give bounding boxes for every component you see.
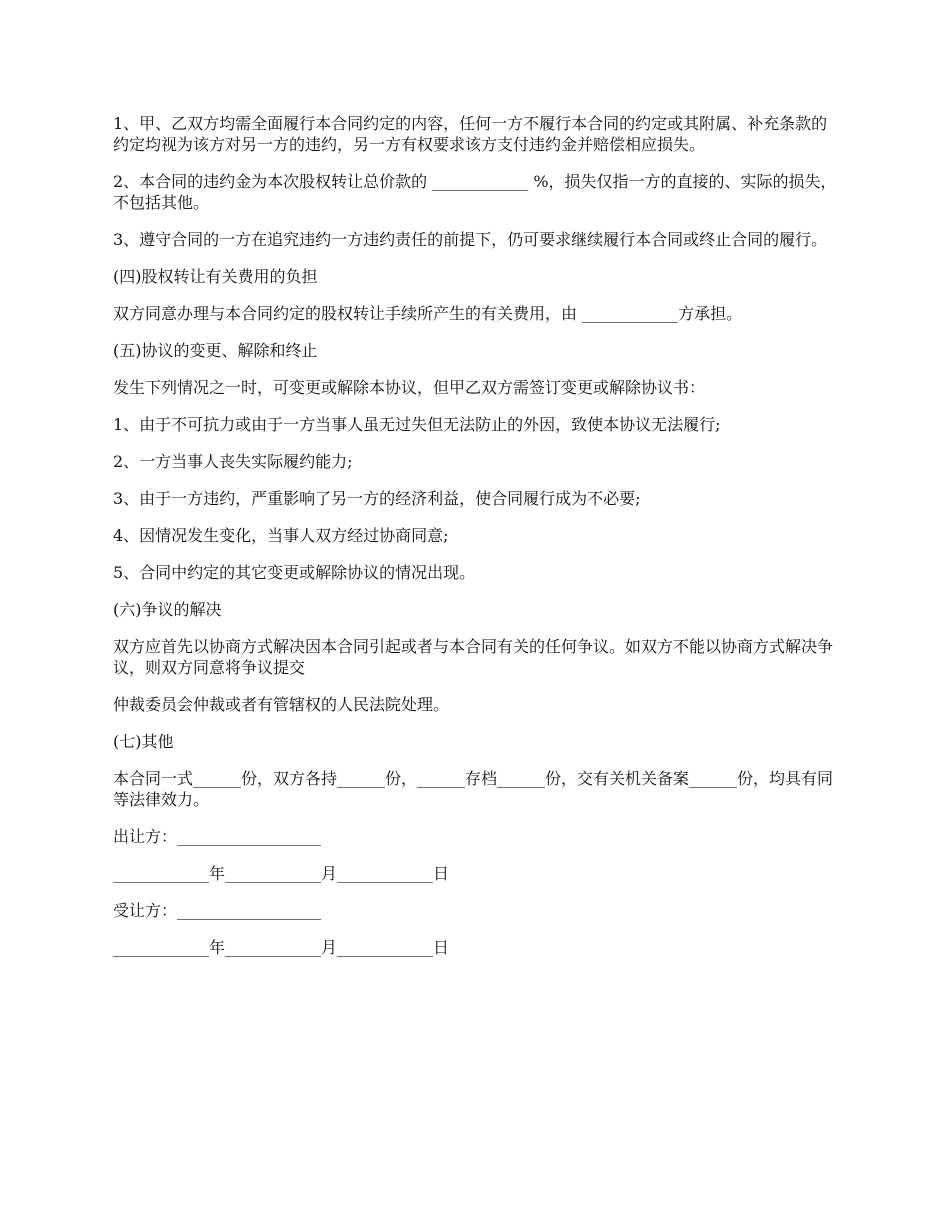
document-body: [113, 113, 841, 974]
section-heading-other: (七)其他: [113, 732, 174, 751]
clause-dispute: 双方应首先以协商方式解决因本合同引起或者与本合同有关的任何争议。如双方不能以协商方式解决争议，则双方同意将争议提交: [113, 637, 834, 677]
clause-breach-3: 3、遵守合同的一方在追究违约一方违约责任的前提下，仍可要求继续履行本合同或终止合同的履行。: [113, 230, 828, 249]
clause-change-1: 1、由于不可抗力或由于一方当事人虽无过失但无法防止的外因，致使本协议无法履行;: [113, 415, 721, 434]
clause-breach-1: 1、甲、乙双方均需全面履行本合同约定的内容，任何一方不履行本合同的约定或其附属、补充条款的约定均视为该方对另一方的违约，另一方有权要求该方支付违约金并赔偿相应损失。: [113, 114, 828, 154]
clause-breach-2: 2、本合同的违约金为本次股权转让总价款的 ____________ %，损失仅指一方的直接的、实际的损失，不包括其他。: [113, 172, 837, 212]
clause-change-5: 5、合同中约定的其它变更或解除协议的情况出现。: [113, 563, 476, 582]
clause-change-2: 2、一方当事人丧失实际履约能力;: [113, 452, 353, 471]
transferor-signature-line: 出让方：__________________: [113, 827, 322, 846]
section-heading-dispute: (六)争议的解决: [113, 600, 222, 619]
transferee-date-line: ____________年____________月____________日: [113, 938, 450, 957]
clause-fees: 双方同意办理与本合同约定的股权转让手续所产生的有关费用，由 ____________方承担。: [113, 304, 743, 323]
clause-change-4: 4、因情况发生变化，当事人双方经过协商同意;: [113, 526, 449, 545]
clause-change-3: 3、由于一方违约，严重影响了另一方的经济利益，使合同履行成为不必要;: [113, 489, 641, 508]
section-heading-change: (五)协议的变更、解除和终止: [113, 341, 318, 360]
transferor-date-line: ____________年____________月____________日: [113, 864, 450, 883]
clause-dispute-cont: 仲裁委员会仲裁或者有管辖权的人民法院处理。: [113, 695, 450, 714]
transferee-signature-line: 受让方：__________________: [113, 901, 322, 920]
section-heading-fees: (四)股权转让有关费用的负担: [113, 267, 318, 286]
clause-change-intro: 发生下列情况之一时，可变更或解除本协议，但甲乙双方需签订变更或解除协议书：: [113, 378, 706, 397]
clause-copies: 本合同一式______份，双方各持______份，______存档______份，交有关机关备案______份，均具有同等法律效力。: [113, 769, 834, 809]
